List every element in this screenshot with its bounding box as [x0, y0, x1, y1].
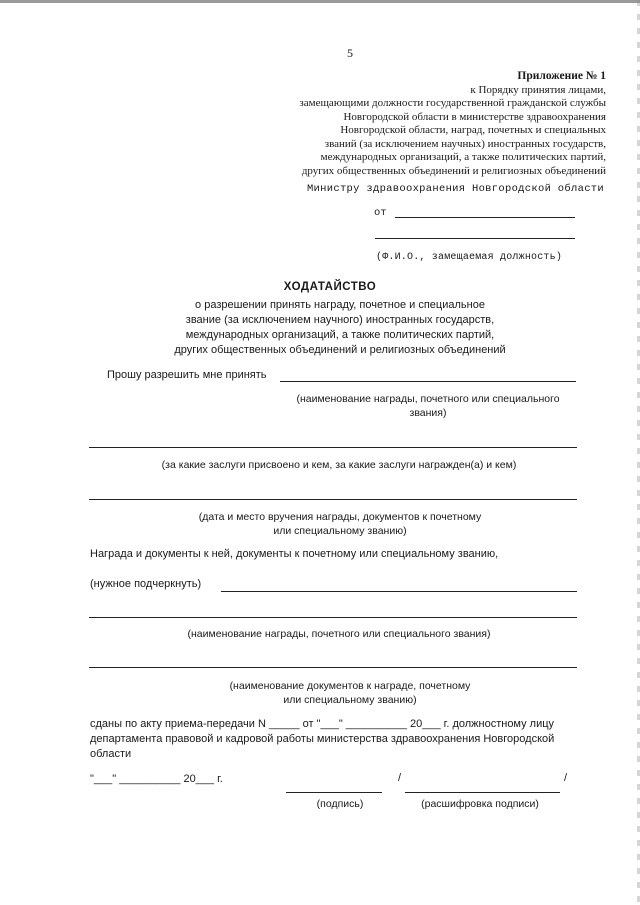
docs-caption-line: (наименование документов к награде, почетному: [229, 680, 471, 692]
underline-note: (нужное подчеркнуть): [90, 578, 202, 590]
subtitle-line: международных организаций, а также политических партий,: [185, 329, 495, 341]
subtitle-line: звание (за исключением научного) иностранных государств,: [185, 314, 495, 326]
page-number: 5: [347, 46, 353, 60]
appendix-title: Приложение № 1: [517, 70, 606, 82]
decoding-caption: (расшифровка подписи): [421, 798, 539, 810]
petition-title: ХОДАТАЙСТВО: [283, 281, 377, 293]
request-text: Прошу разрешить мне принять: [107, 369, 267, 381]
appendix-line: других общественных объединений и религиозных объединений: [301, 164, 606, 177]
date-caption: [150, 510, 530, 538]
award-docs-line[interactable]: [221, 591, 577, 592]
appendix-block: [299, 70, 606, 178]
award-caption-line: звания): [409, 407, 447, 419]
appendix-line: к Порядку принятия лицами,: [470, 83, 606, 96]
fio-caption: (Ф.И.О., замещаемая должность): [376, 252, 563, 263]
handover-text-2: департамента правовой и кадровой работы министерства здравоохранения Новгородской: [90, 733, 555, 745]
subtitle-line: других общественных объединений и религиозных объединений: [174, 344, 506, 356]
award-caption: [268, 392, 588, 420]
date-caption-line: (дата и место вручения награды, документов к почетному: [198, 511, 482, 523]
award-line[interactable]: [280, 381, 576, 382]
from-label: от: [374, 207, 387, 219]
award-name-line[interactable]: [89, 617, 577, 618]
slash-separator: /: [564, 772, 568, 784]
addressee-ministry: Министру здравоохранения Новгородской области: [306, 183, 604, 195]
handover-text-3: области: [90, 748, 132, 760]
slash-separator: /: [398, 772, 402, 784]
award-docs-text: Награда и документы к ней, документы к почетному или специальному званию,: [90, 548, 499, 560]
petition-subtitle: [0, 298, 640, 358]
scan-edge-top: [0, 0, 640, 3]
sign-date: "___" __________ 20___ г.: [90, 773, 223, 785]
signature-caption: (подпись): [316, 798, 364, 810]
merits-caption: (за какие заслуги присвоено и кем, за какие заслуги награжден(а) и кем): [161, 459, 517, 471]
decoding-line[interactable]: [405, 792, 560, 793]
award-line-2[interactable]: [89, 447, 577, 448]
position-line[interactable]: [375, 238, 575, 239]
from-name-line[interactable]: [395, 217, 575, 218]
signature-line[interactable]: [286, 792, 382, 793]
appendix-line: званий (за исключением научных) иностранных государств,: [324, 137, 606, 150]
handover-text-1: сданы по акту приема-передачи N _____ от "___" __________ 20___ г. должностному лицу: [90, 718, 555, 730]
appendix-line: Новгородской области, наград, почетных и специальных: [340, 124, 606, 136]
appendix-line: международных организаций, а также политических партий,: [320, 151, 606, 163]
documents-caption: [170, 679, 530, 707]
docs-caption-line: или специальному званию): [283, 694, 417, 706]
appendix-line: Новгородской области в министерстве здравоохранения: [343, 110, 606, 123]
documents-line[interactable]: [89, 667, 577, 668]
date-caption-line: или специальному званию): [273, 525, 407, 537]
award-name-caption: (наименование награды, почетного или специального звания): [187, 628, 491, 640]
appendix-line: замещающими должности государственной гражданской службы: [299, 97, 606, 109]
subtitle-line: о разрешении принять награду, почетное и специальное: [195, 299, 485, 311]
award-caption-line: (наименование награды, почетного или специального: [296, 393, 560, 405]
merits-line[interactable]: [89, 499, 577, 500]
